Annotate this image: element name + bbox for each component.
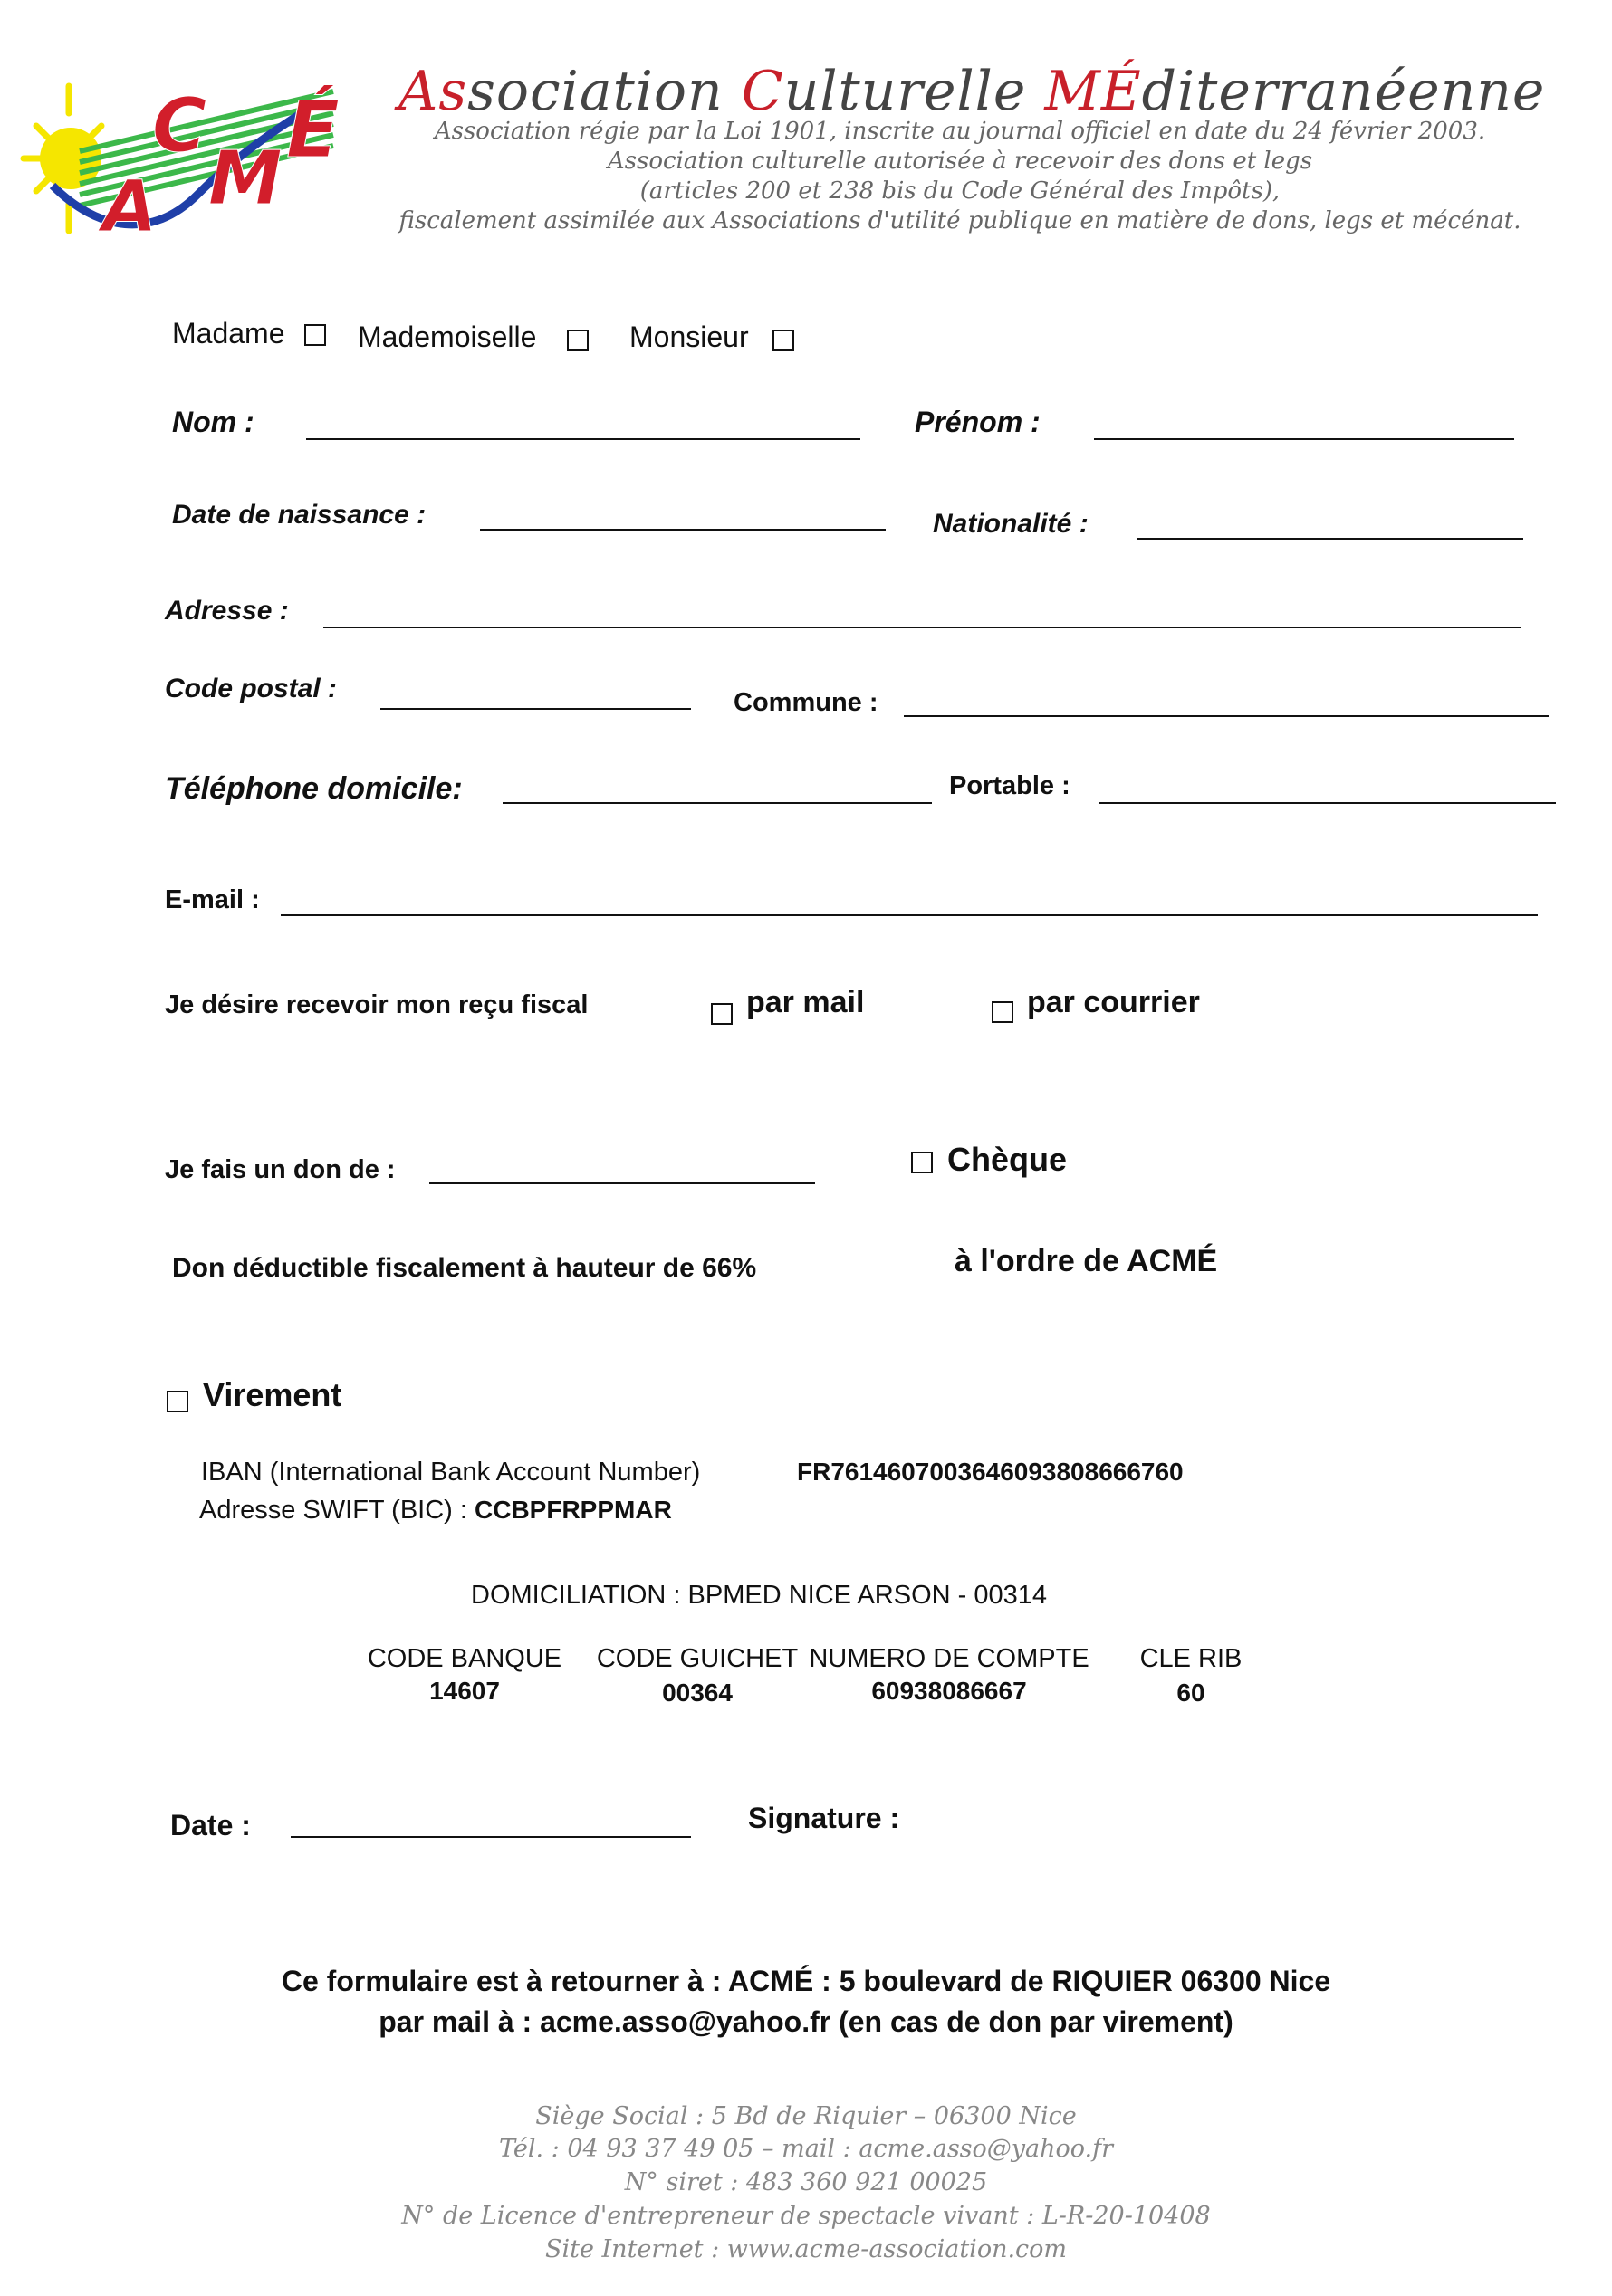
rib-value-banque: 14607 [429, 1677, 500, 1705]
swift-label: Adresse SWIFT (BIC) : CCBPFRPPMAR [199, 1496, 672, 1525]
rib-header-banque: CODE BANQUE [367, 1644, 562, 1673]
footer-siret: N° siret : 483 360 921 00025 [624, 2168, 988, 2196]
ordre-acme-label: à l'ordre de ACMÉ [955, 1244, 1218, 1278]
svg-text:M: M [208, 136, 283, 222]
par-mail-label: par mail [746, 985, 865, 1019]
nationalite-input[interactable] [1137, 538, 1523, 540]
virement-label: Virement [203, 1376, 342, 1413]
signature-label: Signature : [748, 1802, 900, 1834]
nationalite-label: Nationalité : [933, 509, 1089, 539]
date-naissance-input[interactable] [480, 529, 886, 531]
domiciliation: DOMICILIATION : BPMED NICE ARSON - 00314 [471, 1581, 1048, 1610]
monsieur-label: Monsieur [629, 320, 749, 353]
portable-input[interactable] [1099, 802, 1556, 804]
madame-label: Madame [172, 317, 285, 349]
retour-line-1: Ce formulaire est à retourner à : ACMÉ : 5 boulevard de RIQUIER 06300 Nice [281, 1965, 1331, 1997]
rib-header-compte: NUMERO DE COMPTE [809, 1644, 1089, 1673]
nom-input[interactable] [306, 438, 860, 440]
email-label: E-mail : [165, 885, 260, 914]
madame-checkbox[interactable] [304, 324, 326, 346]
date-label: Date : [170, 1809, 251, 1842]
nom-label: Nom : [172, 406, 254, 438]
header-line-4: fiscalement assimilée aux Associations d'utilité publique en matière de dons, legs et mécénat. [398, 207, 1521, 234]
virement-checkbox[interactable] [167, 1391, 188, 1412]
acme-logo [16, 50, 360, 244]
prenom-input[interactable] [1094, 438, 1514, 440]
footer-siege: Siège Social : 5 Bd de Riquier – 06300 Nice [535, 2102, 1077, 2130]
don-amount-input[interactable] [429, 1182, 815, 1184]
commune-input[interactable] [904, 715, 1549, 717]
don-label: Je fais un don de : [165, 1155, 396, 1184]
svg-text:C: C [152, 83, 207, 169]
portable-label: Portable : [949, 771, 1070, 800]
adresse-input[interactable] [323, 627, 1521, 628]
rib-value-guichet: 00364 [662, 1679, 733, 1707]
mademoiselle-label: Mademoiselle [358, 320, 537, 353]
rib-value-compte: 60938086667 [871, 1677, 1027, 1705]
header-line-2: Association culturelle autorisée à recevoir des dons et legs [607, 148, 1313, 175]
footer-website: Site Internet : www.acme-association.com [544, 2235, 1068, 2263]
prenom-label: Prénom : [915, 406, 1041, 438]
adresse-label: Adresse : [165, 596, 289, 626]
don-deductible-label: Don déductible fiscalement à hauteur de 66% [172, 1253, 757, 1283]
swift-value: CCBPFRPPMAR [475, 1496, 672, 1524]
commune-label: Commune : [734, 688, 878, 717]
rib-value-cle: 60 [1176, 1679, 1205, 1707]
iban-value: FR7614607003646093808666760 [797, 1458, 1184, 1486]
date-input[interactable] [291, 1836, 691, 1838]
date-naissance-label: Date de naissance : [172, 500, 427, 530]
header-line-3: (articles 200 et 238 bis du Code Général des Impôts), [639, 177, 1281, 205]
par-mail-checkbox[interactable] [711, 1003, 733, 1025]
iban-label: IBAN (International Bank Account Number) [201, 1458, 701, 1487]
par-courrier-label: par courrier [1027, 985, 1200, 1019]
par-courrier-checkbox[interactable] [992, 1001, 1013, 1023]
footer-licence: N° de Licence d'entrepreneur de spectacle vivant : L-R-20-10408 [401, 2202, 1211, 2230]
header-line-1: Association régie par la Loi 1901, inscrite au journal officiel en date du 24 février 2003. [434, 118, 1486, 145]
retour-line-2: par mail à : acme.asso@yahoo.fr (en cas de don par virement) [379, 2005, 1233, 2038]
cheque-label: Chèque [947, 1141, 1068, 1178]
email-input[interactable] [281, 914, 1538, 916]
recu-fiscal-label: Je désire recevoir mon reçu fiscal [165, 990, 589, 1019]
telephone-domicile-label: Téléphone domicile: [165, 771, 463, 806]
rib-header-cle: CLE RIB [1139, 1644, 1243, 1673]
telephone-domicile-input[interactable] [503, 802, 932, 804]
association-title: Association Culturelle MÉditerranéenne [398, 60, 1546, 123]
footer-contact: Tél. : 04 93 37 49 05 – mail : acme.asso@yahoo.fr [498, 2135, 1114, 2163]
mademoiselle-checkbox[interactable] [567, 330, 589, 351]
monsieur-checkbox[interactable] [772, 330, 794, 351]
code-postal-input[interactable] [380, 708, 691, 710]
svg-text:É: É [286, 85, 340, 176]
svg-text:A: A [102, 167, 158, 244]
code-postal-label: Code postal : [165, 674, 338, 703]
cheque-checkbox[interactable] [911, 1152, 933, 1173]
rib-header-guichet: CODE GUICHET [596, 1644, 799, 1673]
